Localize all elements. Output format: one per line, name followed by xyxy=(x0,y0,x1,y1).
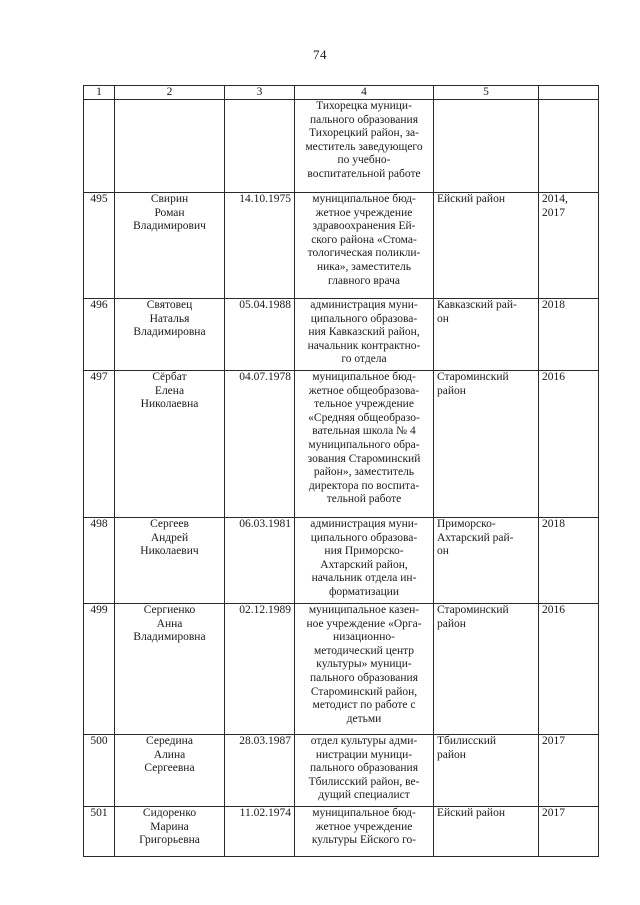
cell-number: 495 xyxy=(84,193,115,299)
cell-position-line: администрация муни- xyxy=(310,299,418,311)
cell-full-name-line: Алина xyxy=(153,748,186,761)
cell-position-line: форматизации xyxy=(328,585,400,598)
cell-position-line: ципального образова- xyxy=(310,312,418,325)
cell-district-line: Ахтарский рай- xyxy=(437,531,514,544)
col-header-5: 5 xyxy=(434,86,539,100)
cell-full-name-line: Николаевич xyxy=(140,545,199,558)
cell-year xyxy=(539,604,599,735)
table-row xyxy=(84,100,599,193)
cell-full-name xyxy=(115,299,225,371)
cell-position xyxy=(295,735,434,807)
cell-full-name-line: Григорьевна xyxy=(139,834,200,847)
table-body xyxy=(84,100,599,857)
cell-district-line: Приморско- xyxy=(437,518,496,530)
cell-position-line: низационно- xyxy=(333,631,395,644)
cell-position-line: директора по воспита- xyxy=(308,479,420,492)
cell-year xyxy=(539,518,599,604)
cell-birth-date: 28.03.1987 xyxy=(225,735,295,807)
table-row xyxy=(84,518,599,604)
cell-position-line: методический центр xyxy=(313,644,415,657)
cell-full-name-line: Середина xyxy=(146,735,193,747)
cell-birth-date: 05.04.1988 xyxy=(225,299,295,371)
cell-district xyxy=(434,807,539,857)
cell-district xyxy=(434,299,539,371)
cell-position-line: пального образования xyxy=(310,113,418,126)
cell-full-name xyxy=(115,100,225,193)
cell-full-name-line: Николаевна xyxy=(140,398,199,411)
col-header-6 xyxy=(539,86,599,100)
cell-position-line: тологическая поликли- xyxy=(307,247,421,260)
cell-position-line: здравоохранения Ей- xyxy=(312,220,416,233)
cell-position-line: администрация муни- xyxy=(310,518,418,530)
cell-year-line: 2017 xyxy=(542,735,565,747)
cell-position-line: меститель заведующего xyxy=(305,140,423,153)
col-header-2: 2 xyxy=(115,86,225,100)
cell-full-name-line: Наталья xyxy=(149,312,190,325)
cell-position-line: Тихорецка муници- xyxy=(316,100,412,112)
cell-year xyxy=(539,100,599,193)
cell-year xyxy=(539,299,599,371)
cell-district-line: район xyxy=(437,748,466,761)
cell-district xyxy=(434,371,539,518)
cell-position-line: пального образования xyxy=(310,671,418,684)
cell-position-line: методист по работе с xyxy=(312,699,416,712)
cell-birth-date xyxy=(225,100,295,193)
cell-position xyxy=(295,807,434,857)
cell-position-line: тельной работе xyxy=(326,493,402,506)
cell-position-line: ное учреждение «Орга- xyxy=(306,617,422,630)
cell-full-name-line: Сидоренко xyxy=(142,807,197,819)
cell-position-line: начальник отдела ин- xyxy=(311,572,417,585)
cell-position-line: жетное учреждение xyxy=(315,820,413,833)
cell-position-line: вательная школа № 4 xyxy=(312,425,416,438)
cell-number: 499 xyxy=(84,604,115,735)
cell-position-line: Староминский район, xyxy=(310,685,418,698)
cell-year-line: 2018 xyxy=(542,518,565,530)
cell-position xyxy=(295,371,434,518)
cell-district-line: Ейский район xyxy=(437,807,505,819)
cell-position-line: Тихорецкий район, за- xyxy=(309,127,419,140)
cell-position-line: ния Приморско- xyxy=(324,545,404,558)
cell-position-line: тельное учреждение xyxy=(314,398,414,411)
cell-position-line: муниципальное бюд- xyxy=(312,371,416,383)
cell-district xyxy=(434,735,539,807)
cell-birth-date: 14.10.1975 xyxy=(225,193,295,299)
table-row xyxy=(84,193,599,299)
cell-district xyxy=(434,604,539,735)
cell-position xyxy=(295,299,434,371)
cell-year-line: 2018 xyxy=(542,299,565,311)
cell-position-line: культуры» муници- xyxy=(316,658,412,671)
cell-number: 497 xyxy=(84,371,115,518)
cell-position-line: главного врача xyxy=(327,274,401,287)
col-header-1: 1 xyxy=(84,86,115,100)
cell-full-name-line: Сёрбат xyxy=(152,371,187,383)
cell-district-line: он xyxy=(437,312,449,325)
cell-district-line: район xyxy=(437,384,466,397)
cell-number: 498 xyxy=(84,518,115,604)
cell-position-line: го отдела xyxy=(341,353,387,366)
cell-full-name xyxy=(115,807,225,857)
cell-position-line: ципального образова- xyxy=(310,531,418,544)
cell-birth-date: 04.07.1978 xyxy=(225,371,295,518)
cell-position-line: по учебно- xyxy=(337,154,391,167)
cell-year-line: 2016 xyxy=(542,371,565,383)
cell-full-name-line: Андрей xyxy=(150,531,189,544)
registry-table xyxy=(83,85,599,857)
cell-position-line: пального образования xyxy=(310,762,418,775)
table-row xyxy=(84,807,599,857)
cell-year xyxy=(539,193,599,299)
cell-number: 496 xyxy=(84,299,115,371)
cell-district-line: Ейский район xyxy=(437,193,505,205)
cell-district-line: Кавказский рай- xyxy=(437,299,517,311)
table-row xyxy=(84,604,599,735)
cell-position-line: воспитательной работе xyxy=(307,167,421,180)
cell-year-line: 2014, xyxy=(542,193,568,205)
cell-position-line: Тбилисский район, ве- xyxy=(308,775,420,788)
cell-year-line: 2017 xyxy=(542,807,565,819)
cell-position-line: район», заместитель xyxy=(313,466,415,479)
cell-district-line: Тбилисский xyxy=(437,735,497,747)
cell-district-line: район xyxy=(437,617,466,630)
cell-district xyxy=(434,193,539,299)
cell-full-name-line: Марина xyxy=(150,820,189,833)
page-number: 74 xyxy=(313,47,327,62)
cell-full-name-line: Владимировна xyxy=(133,631,206,644)
cell-number: 500 xyxy=(84,735,115,807)
cell-birth-date: 11.02.1974 xyxy=(225,807,295,857)
cell-full-name-line: Владимировна xyxy=(133,326,206,339)
cell-full-name-line: Сергиенко xyxy=(143,604,196,616)
col-header-3: 3 xyxy=(225,86,295,100)
cell-full-name-line: Святовец xyxy=(146,299,193,311)
cell-full-name xyxy=(115,735,225,807)
cell-year xyxy=(539,735,599,807)
cell-district-line: Староминский xyxy=(437,604,509,616)
cell-full-name xyxy=(115,604,225,735)
cell-position-line: зования Староминский xyxy=(307,452,421,465)
cell-year xyxy=(539,371,599,518)
cell-position-line: жетное общеобразова- xyxy=(308,384,420,397)
cell-position-line: муниципального обра- xyxy=(308,438,420,451)
cell-district xyxy=(434,100,539,193)
cell-number: 501 xyxy=(84,807,115,857)
cell-position-line: муниципальное бюд- xyxy=(312,193,416,205)
cell-position-line: детьми xyxy=(346,712,382,725)
cell-full-name-line: Роман xyxy=(154,206,185,219)
cell-position-line: ника», заместитель xyxy=(316,260,412,273)
cell-year-line: 2016 xyxy=(542,604,565,616)
cell-position-line: дущий специалист xyxy=(318,789,410,802)
cell-full-name-line: Владимирович xyxy=(133,220,206,233)
cell-birth-date: 02.12.1989 xyxy=(225,604,295,735)
cell-position xyxy=(295,604,434,735)
cell-position xyxy=(295,518,434,604)
cell-number xyxy=(84,100,115,193)
cell-full-name xyxy=(115,193,225,299)
table-row xyxy=(84,371,599,518)
cell-district-line: Староминский xyxy=(437,371,509,383)
cell-full-name-line: Анна xyxy=(156,617,183,630)
cell-birth-date: 06.03.1981 xyxy=(225,518,295,604)
cell-position xyxy=(295,193,434,299)
table-row xyxy=(84,299,599,371)
cell-position-line: муниципальное бюд- xyxy=(312,807,416,819)
cell-district xyxy=(434,518,539,604)
cell-position-line: жетное учреждение xyxy=(315,206,413,219)
cell-position-line: начальник контрактно- xyxy=(307,339,421,352)
cell-full-name xyxy=(115,371,225,518)
cell-year-line: 2017 xyxy=(542,206,565,219)
cell-full-name-line: Свирин xyxy=(150,193,189,205)
cell-position-line: «Средняя общеобразо- xyxy=(308,411,420,424)
cell-position-line: ского района «Стома- xyxy=(311,233,417,246)
cell-full-name xyxy=(115,518,225,604)
cell-position-line: нистрации муници- xyxy=(315,748,413,761)
cell-full-name-line: Сергеевна xyxy=(144,762,195,775)
table-row xyxy=(84,735,599,807)
cell-year xyxy=(539,807,599,857)
cell-position xyxy=(295,100,434,193)
col-header-4: 4 xyxy=(295,86,434,100)
cell-position-line: Ахтарский район, xyxy=(320,558,408,571)
cell-full-name-line: Елена xyxy=(154,384,185,397)
cell-position-line: отдел культуры адми- xyxy=(310,735,418,747)
header-row xyxy=(84,86,599,100)
cell-position-line: муниципальное казен- xyxy=(308,604,420,616)
cell-district-line: он xyxy=(437,545,449,558)
cell-position-line: ния Кавказский район, xyxy=(308,326,420,339)
cell-full-name-line: Сергеев xyxy=(150,518,189,530)
cell-position-line: культуры Ейского го- xyxy=(311,834,417,847)
